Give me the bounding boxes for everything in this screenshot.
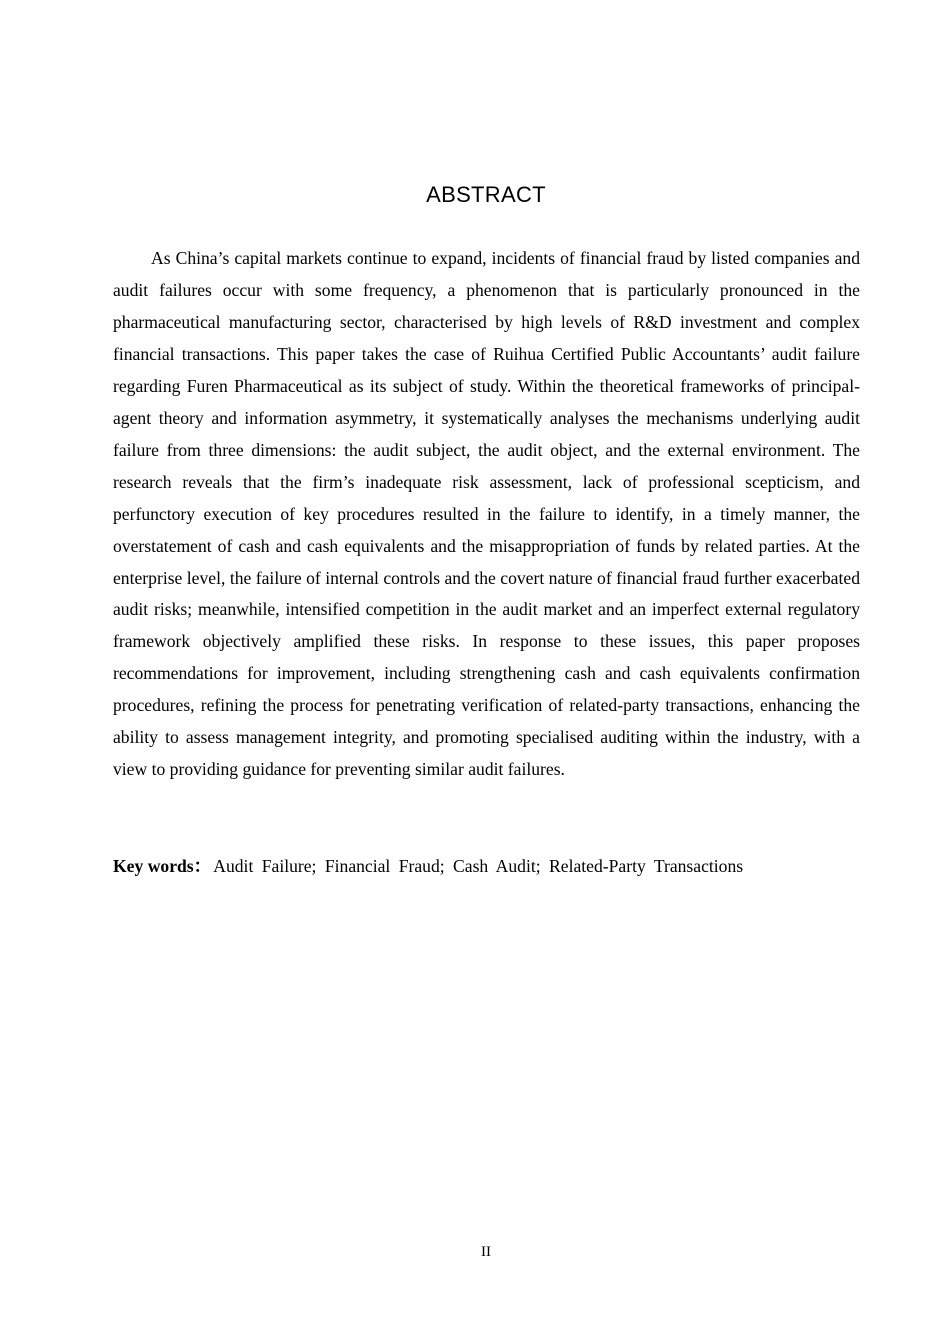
page-number: II [481,1244,491,1260]
keywords-line [113,850,873,882]
abstract-title: ABSTRACT [426,182,546,207]
keywords-list: Audit Failure; Financial Fraud; Cash Audit; Related-Party Transactions [213,856,744,876]
abstract-body: As China’s capital markets continue to expand, incidents of financial fraud by listed companies and audit failures occur with some frequency, a phenomenon that is particularly pronounced in the pharmaceutical manufacturing sector, characterised by high levels of R&D investment and complex financial transactions. This paper takes the case of Ruihua Certified Public Accountants’ audit failure regarding Furen Pharmaceutical as its subject of study. Within the theoretical frameworks of principal-agent theory and information asymmetry, it systematically analyses the mechanisms underlying audit failure from three dimensions: the audit subject, the audit object, and the external environment. The research reveals that the firm’s inadequate risk assessment, lack of professional scepticism, and perfunctory execution of key procedures resulted in the failure to identify, in a timely manner, the overstatement of cash and cash equivalents and the misappropriation of funds by related parties. At the enterprise level, the failure of internal controls and the covert nature of financial fraud further exacerbated audit risks; meanwhile, intensified competition in the audit market and an imperfect external regulatory framework objectively amplified these risks. In response to these issues, this paper proposes recommendations for improvement, including strengthening cash and cash equivalents confirmation procedures, refining the process for penetrating verification of related-party transactions, enhancing the ability to assess management integrity, and promoting specialised auditing within the industry, with a view to providing guidance for preventing similar audit failures. [113,248,860,780]
keywords-separator: ： [193,856,212,876]
keywords-label: Key words [113,856,194,876]
